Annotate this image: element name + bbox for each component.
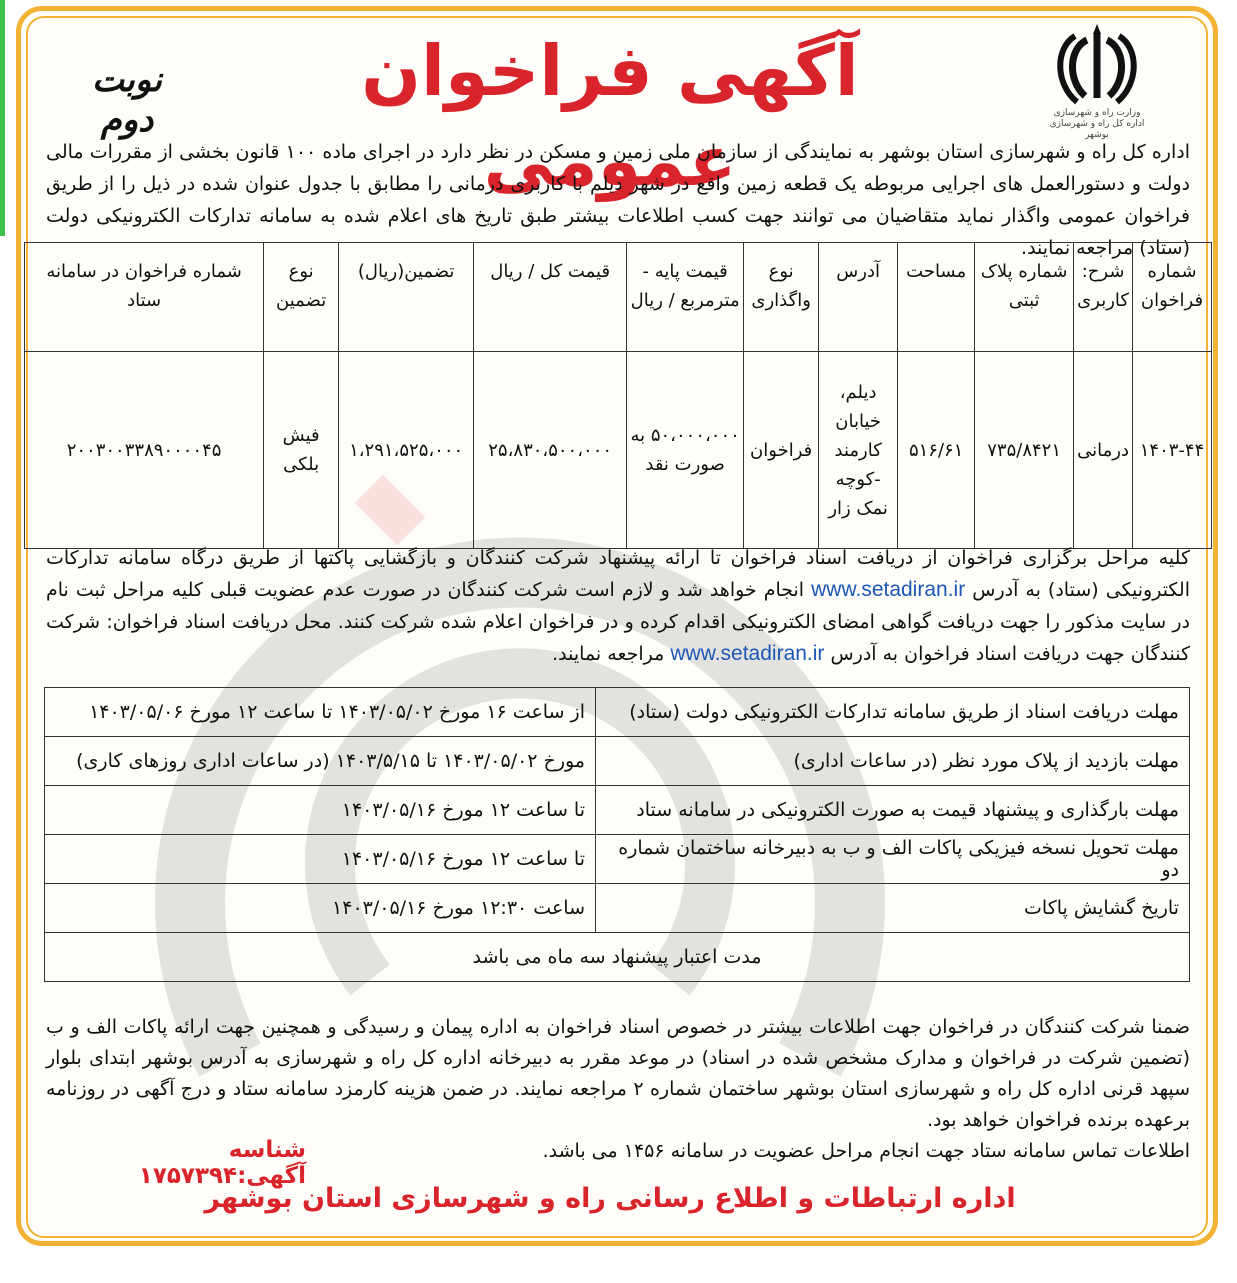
cell-base-price: ۵۰،۰۰۰،۰۰۰ به صورت نقد xyxy=(627,352,744,549)
ad-id: شناسه آگهی:۱۷۵۷۳۹۴ xyxy=(138,1137,306,1189)
header-transfer: نوع واگذاری xyxy=(744,243,819,352)
header-plate: شماره پلاک ثبتی xyxy=(975,243,1074,352)
page-title: آگهی فراخوان عمومی xyxy=(361,30,859,202)
header-address: آدرس xyxy=(819,243,898,352)
cell-total-price: ۲۵،۸۳۰،۵۰۰،۰۰۰ xyxy=(474,352,627,549)
header-total-price: قیمت کل / ریال xyxy=(474,243,627,352)
cell-area: ۵۱۶/۶۱ xyxy=(898,352,975,549)
procedure-paragraph xyxy=(46,542,1190,670)
cell-transfer: فراخوان xyxy=(744,352,819,549)
deadline-value: تا ساعت ۱۲ مورخ ۱۴۰۳/۰۵/۱۶ xyxy=(45,786,596,835)
cell-usage: درمانی xyxy=(1074,352,1133,549)
deadline-value: ساعت ۱۲:۳۰ مورخ ۱۴۰۳/۰۵/۱۶ xyxy=(45,884,596,933)
table-row xyxy=(25,352,1212,549)
cell-setad-no: ۲۰۰۳۰۰۳۳۸۹۰۰۰۰۴۵ xyxy=(25,352,264,549)
footer-title: اداره ارتباطات و اطلاع رسانی راه و شهرسازی استان بوشهر xyxy=(204,1183,1016,1214)
cell-guarantee-type: فیش بلکی xyxy=(264,352,339,549)
ministry-name: وزارت راه و شهرسازی اداره کل راه و شهرسازی بوشهر xyxy=(1049,108,1145,140)
left-edge-strip xyxy=(0,0,5,236)
deadline-value: مورخ ۱۴۰۳/۰۵/۰۲ تا ۱۴۰۳/۵/۱۵ (در ساعات اداری روزهای کاری) xyxy=(45,737,596,786)
procedure-text-2: انجام خواهد شد و لازم است شرکت کنندگان در صورت عدم عضویت قبلی کلیه مراحل ثبت نام در سایت مذکور را جهت دریافت گواهی امضای الکترونیکی اقدام کرده و در فراخوان اعلام شده شرکت کنند. محل دریافت اسناد فراخوان: شرکت کنندگان جهت دریافت اسناد فراخوان به آدرس xyxy=(46,579,1190,665)
deadline-row xyxy=(45,688,1190,737)
round-label: نوبت دوم xyxy=(92,60,162,140)
setad-link-2[interactable]: www.setadiran.ir xyxy=(670,642,825,665)
deadlines-table xyxy=(44,687,1190,982)
iran-emblem-icon xyxy=(1049,18,1145,108)
header-guarantee-type: نوع تضمین xyxy=(264,243,339,352)
header-area: مساحت xyxy=(898,243,975,352)
deadline-label: مهلت تحویل نسخه فیزیکی پاکات الف و ب به دبیرخانه ساختمان شماره دو xyxy=(596,835,1190,884)
deadline-row xyxy=(45,884,1190,933)
property-table xyxy=(24,242,1212,549)
intro-paragraph: اداره کل راه و شهرسازی استان بوشهر به نمایندگی از سازمان ملی زمین و مسکن در نظر دارد در اجرای ماده ۱۰۰ قانون بخشی از مقررات مالی دولت و دستورالعمل های اجرایی مربوطه یک قطعه زمین واقع در شهر دیلم با کاربری درمانی را مطابق با جدول عنوان شده در ذیل را از طریق فراخوان عمومی واگذار نماید متقاضیان می توانند جهت کسب اطلاعات بیشتر طبق تاریخ های اعلام شده به سامانه تدارکات الکترونیکی دولت (ستاد) مراجعه نمایند. xyxy=(46,141,1191,259)
footer-body: ضمنا شرکت کنندگان در فراخوان جهت اطلاعات بیشتر در خصوص اسناد فراخوان به اداره پیمان و رسیدگی و همچنین جهت ارائه پاکات الف و ب (تضمین شرکت در فراخوان و مدارک مشخص شده در اسناد) در موعد مقرر به دبیرخانه اداره کل راه و شهرسازی به آدرس بوشهر ابتدای بلوار سپهد قرنی اداره کل راه و شهرسازی استان بوشهر ساختمان شماره ۲ مراجعه نمایند. در ضمن هزینه کارمزد سامانه ستاد و درج آگهی در روزنامه برعهده برنده فراخوان خواهد بود. xyxy=(46,1016,1190,1131)
deadline-label: تاریخ گشایش پاکات xyxy=(596,884,1190,933)
header-setad-no: شماره فراخوان در سامانه ستاد xyxy=(25,243,264,352)
header-base-price: قیمت پایه - مترمربع / ریال xyxy=(627,243,744,352)
table-header-row xyxy=(25,243,1212,352)
deadline-row xyxy=(45,786,1190,835)
cell-plate: ۷۳۵/۸۴۲۱ xyxy=(975,352,1074,549)
deadline-row xyxy=(45,835,1190,884)
procedure-text-1: کلیه مراحل برگزاری فراخوان از دریافت اسناد فراخوان تا ارائه پیشنهاد شرکت کنندگان و بازگشایی پاکتها از طریق درگاه سامانه تدارکات الکترونیکی (ستاد) به آدرس xyxy=(46,547,1190,601)
header-guarantee: تضمین(ریال) xyxy=(339,243,474,352)
deadline-label: مهلت بارگذاری و پیشنهاد قیمت به صورت الکترونیکی در سامانه ستاد xyxy=(596,786,1190,835)
deadline-value: تا ساعت ۱۲ مورخ ۱۴۰۳/۰۵/۱۶ xyxy=(45,835,596,884)
setad-link-1[interactable]: www.setadiran.ir xyxy=(811,578,966,601)
validity-row xyxy=(45,933,1190,982)
deadline-label: مهلت بازدید از پلاک مورد نظر (در ساعات اداری) xyxy=(596,737,1190,786)
cell-call-no: ۱۴۰۳-۴۴ xyxy=(1133,352,1212,549)
cell-guarantee: ۱،۲۹۱،۵۲۵،۰۰۰ xyxy=(339,352,474,549)
ministry-emblem xyxy=(1041,18,1153,138)
deadline-label: مهلت دریافت اسناد از طریق سامانه تدارکات الکترونیکی دولت (ستاد) xyxy=(596,688,1190,737)
validity-text: مدت اعتبار پیشنهاد سه ماه می باشد xyxy=(45,933,1190,982)
procedure-text-3: مراجعه نمایند. xyxy=(552,643,665,665)
deadline-row xyxy=(45,737,1190,786)
header-call-no: شماره فراخوان xyxy=(1133,243,1212,352)
cell-address: دیلم، خیابان کارمند -کوچه نمک زار xyxy=(819,352,898,549)
contact-line: اطلاعات تماس سامانه ستاد جهت انجام مراحل عضویت در سامانه ۱۴۵۶ می باشد. xyxy=(542,1140,1190,1162)
deadline-value: از ساعت ۱۶ مورخ ۱۴۰۳/۰۵/۰۲ تا ساعت ۱۲ مورخ ۱۴۰۳/۰۵/۰۶ xyxy=(45,688,596,737)
header-usage: شرح: کاربری xyxy=(1074,243,1133,352)
